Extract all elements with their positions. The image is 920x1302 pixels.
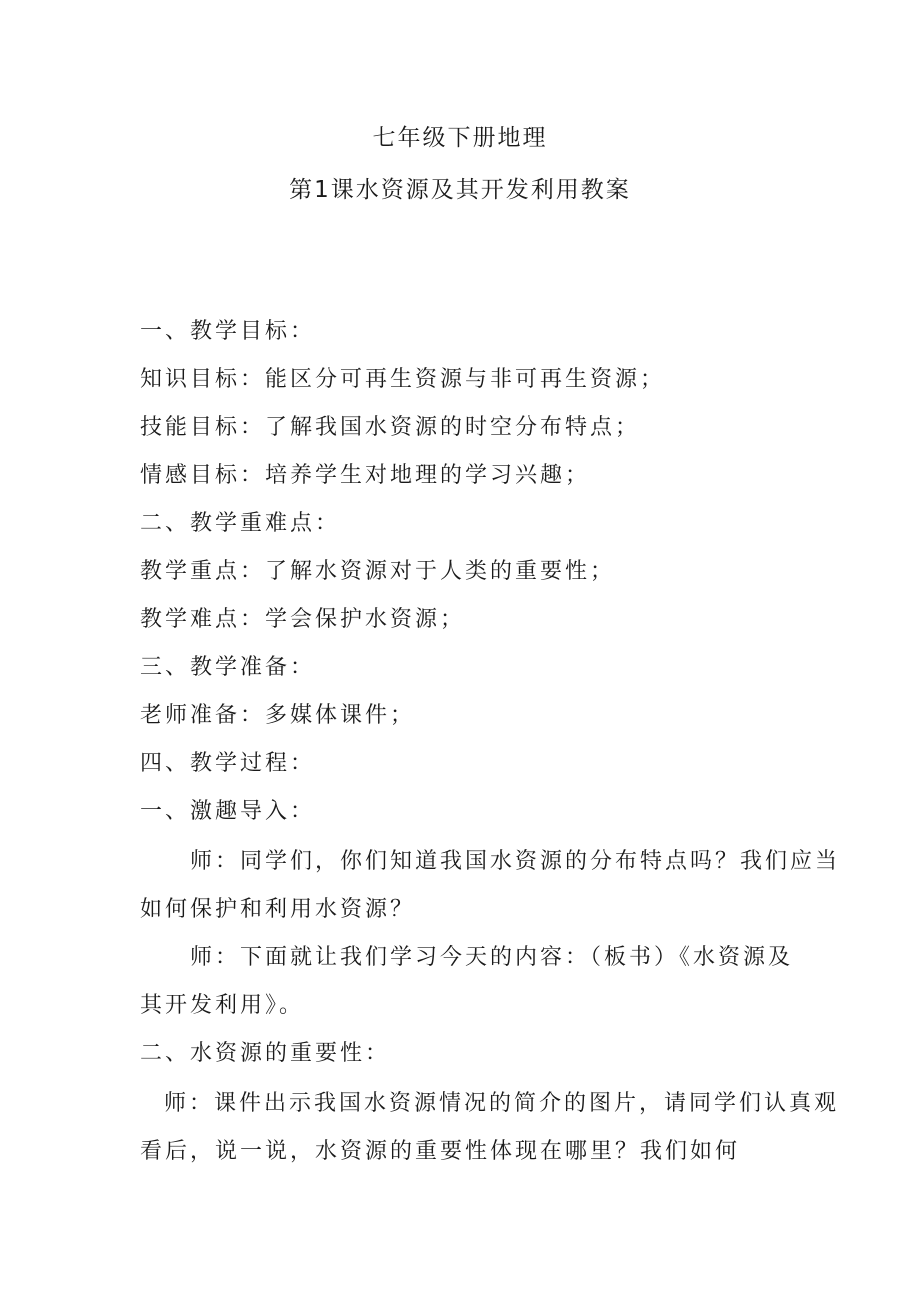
key-point: 教学重点：了解水资源对于人类的重要性； bbox=[140, 559, 616, 584]
intro-paragraph-2-line-2: 其开发利用》。 bbox=[140, 993, 305, 1018]
emotion-goal: 情感目标：培养学生对地理的学习兴趣； bbox=[140, 463, 591, 488]
intro-paragraph-1-line-2: 如何保护和利用水资源？ bbox=[140, 897, 416, 922]
intro-paragraph-1-line-1: 师：同学们，你们知道我国水资源的分布特点吗？我们应当 bbox=[190, 849, 841, 874]
teacher-preparation: 老师准备：多媒体课件； bbox=[140, 703, 416, 728]
lesson-title: 第1课水资源及其开发利用教案 bbox=[289, 177, 631, 203]
section-heading-key-points: 二、教学重难点： bbox=[140, 511, 341, 536]
section-heading-objectives: 一、教学目标： bbox=[140, 319, 316, 344]
skill-goal: 技能目标：了解我国水资源的时空分布特点； bbox=[140, 415, 641, 440]
section-heading-process: 四、教学过程： bbox=[140, 751, 316, 776]
importance-paragraph-line-2: 看后，说一说，水资源的重要性体现在哪里？我们如何 bbox=[140, 1139, 741, 1164]
intro-paragraph-2-line-1: 师：下面就让我们学习今天的内容：（板书）《水资源及 bbox=[190, 945, 794, 970]
step-heading-importance: 二、水资源的重要性： bbox=[140, 1041, 391, 1066]
knowledge-goal: 知识目标：能区分可再生资源与非可再生资源； bbox=[140, 367, 666, 392]
grade-title: 七年级下册地理 bbox=[372, 125, 548, 151]
difficult-point: 教学难点：学会保护水资源； bbox=[140, 607, 466, 632]
section-heading-preparation: 三、教学准备： bbox=[140, 655, 316, 680]
step-heading-intro: 一、激趣导入： bbox=[140, 799, 316, 824]
importance-paragraph-line-1: 师：课件出示我国水资源情况的简介的图片，请同学们认真观 bbox=[164, 1091, 840, 1116]
